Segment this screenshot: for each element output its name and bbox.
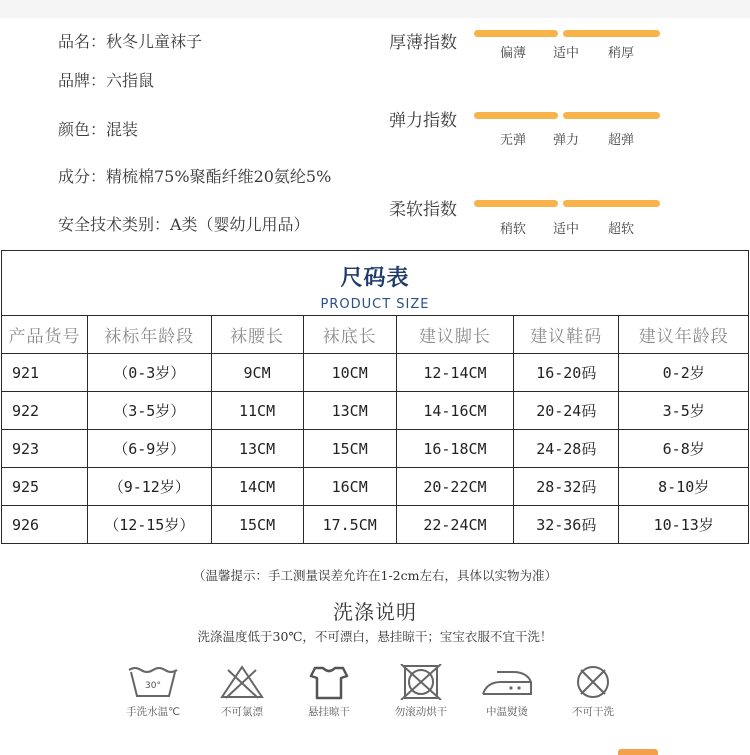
cell-cuff-length: 11CM — [211, 392, 303, 430]
cell-foot-length: 20-22CM — [396, 468, 513, 506]
iron-medium-icon — [477, 664, 537, 700]
table-row — [2, 354, 749, 392]
thickness-index-title: 厚薄指数 — [389, 33, 457, 53]
col-header-foot-length: 建议脚长 — [396, 316, 513, 354]
softness-index-title: 柔软指数 — [389, 200, 457, 220]
softness-label-1: 稍软 — [499, 222, 526, 237]
product-composition: 成分：精梳棉75%聚酯纤维20氨纶5% — [58, 167, 332, 186]
no-dry-clean-label: 不可干洗 — [572, 706, 614, 718]
table-row — [2, 468, 749, 506]
hand-wash-icon — [125, 664, 181, 700]
cell-cuff-length: 9CM — [211, 354, 303, 392]
cell-cuff-length: 14CM — [211, 468, 303, 506]
cell-sole-length: 15CM — [303, 430, 396, 468]
no-dry-clean-icon — [565, 664, 621, 700]
product-color: 颜色：混装 — [58, 120, 139, 139]
cell-suggested-age: 0-2岁 — [619, 354, 749, 392]
cell-item-no: 925 — [2, 468, 88, 506]
no-bleach-label: 不可氯漂 — [221, 706, 263, 718]
cell-label-age: （9-12岁） — [88, 468, 211, 506]
table-row — [2, 506, 749, 544]
cell-sole-length: 17.5CM — [303, 506, 396, 544]
table-row — [2, 430, 749, 468]
size-grid — [1, 315, 749, 544]
cell-sole-length: 13CM — [303, 392, 396, 430]
measurement-note: （温馨提示：手工测量误差允许在1-2cm左右，具体以实物为准） — [193, 568, 557, 583]
cell-shoe-size: 16-20码 — [514, 354, 619, 392]
col-header-cuff-length: 袜腰长 — [211, 316, 303, 354]
care-item-no-tumble-dry — [376, 664, 466, 719]
cell-foot-length: 14-16CM — [396, 392, 513, 430]
size-table-header — [1, 250, 749, 315]
product-safety: 安全技术类别：A类（婴幼儿用品） — [58, 215, 310, 234]
cell-cuff-length: 15CM — [211, 506, 303, 544]
elasticity-index-title: 弹力指数 — [389, 111, 457, 131]
size-table — [1, 250, 749, 544]
product-name: 品名：秋冬儿童袜子 — [58, 32, 203, 51]
temp-mark: 30° — [145, 681, 161, 691]
col-header-shoe-size: 建议鞋码 — [514, 316, 619, 354]
size-table-title: 尺码表 — [340, 266, 410, 291]
elasticity-label-1: 无弹 — [499, 133, 526, 148]
product-brand: 品牌：六指鼠 — [58, 71, 155, 90]
cell-foot-length: 16-18CM — [396, 430, 513, 468]
no-bleach-icon — [214, 664, 270, 700]
cell-item-no: 922 — [2, 392, 88, 430]
cell-shoe-size: 24-28码 — [514, 430, 619, 468]
thickness-index-bar — [474, 30, 660, 37]
thickness-label-3: 稍厚 — [607, 46, 634, 61]
hang-dry-icon — [301, 664, 357, 700]
cell-foot-length: 22-24CM — [396, 506, 513, 544]
softness-label-2: 适中 — [552, 222, 579, 237]
no-tumble-dry-icon — [393, 664, 449, 700]
cell-label-age: （12-15岁） — [88, 506, 211, 544]
cell-cuff-length: 13CM — [211, 430, 303, 468]
cell-label-age: （6-9岁） — [88, 430, 211, 468]
care-item-no-bleach — [197, 664, 287, 719]
hand-wash-label: 手洗水温℃ — [126, 706, 180, 718]
cell-item-no: 923 — [2, 430, 88, 468]
elasticity-label-2: 弹力 — [552, 133, 579, 148]
elasticity-label-3: 超弹 — [607, 133, 634, 148]
care-item-iron-medium — [462, 664, 552, 719]
cell-sole-length: 10CM — [303, 354, 396, 392]
col-header-label-age: 袜标年龄段 — [88, 316, 211, 354]
thickness-label-1: 偏薄 — [499, 46, 526, 61]
cell-shoe-size: 28-32码 — [514, 468, 619, 506]
decorative-brush-mark — [618, 749, 658, 755]
cell-suggested-age: 8-10岁 — [619, 468, 749, 506]
col-header-sole-length: 袜底长 — [303, 316, 396, 354]
care-item-hand-wash — [108, 664, 198, 719]
elasticity-index-bar — [474, 112, 660, 119]
cell-label-age: （3-5岁） — [88, 392, 211, 430]
cell-foot-length: 12-14CM — [396, 354, 513, 392]
size-table-header-row — [2, 316, 749, 354]
washing-title: 洗涤说明 — [333, 600, 417, 624]
cell-item-no: 921 — [2, 354, 88, 392]
cell-shoe-size: 32-36码 — [514, 506, 619, 544]
cell-suggested-age: 6-8岁 — [619, 430, 749, 468]
washing-description: 洗涤温度低于30℃，不可漂白，悬挂晾干；宝宝衣服不宜干洗！ — [197, 629, 553, 644]
hang-dry-label: 悬挂晾干 — [308, 706, 350, 718]
care-item-no-dry-clean — [548, 664, 638, 719]
cell-item-no: 926 — [2, 506, 88, 544]
cell-sole-length: 16CM — [303, 468, 396, 506]
col-header-suggested-age: 建议年龄段 — [619, 316, 749, 354]
size-table-subtitle: PRODUCT SIZE — [320, 297, 430, 312]
cell-label-age: （0-3岁） — [88, 354, 211, 392]
no-tumble-dry-label: 勿滚动烘干 — [394, 706, 448, 718]
softness-label-3: 超软 — [607, 222, 634, 237]
top-strip — [0, 0, 750, 18]
iron-medium-label: 中温熨烫 — [486, 706, 528, 718]
cell-suggested-age: 3-5岁 — [619, 392, 749, 430]
thickness-label-2: 适中 — [552, 46, 579, 61]
care-item-hang-dry — [284, 664, 374, 719]
softness-index-bar — [474, 200, 660, 207]
cell-shoe-size: 20-24码 — [514, 392, 619, 430]
table-row — [2, 392, 749, 430]
cell-suggested-age: 10-13岁 — [619, 506, 749, 544]
col-header-item-no: 产品货号 — [2, 316, 88, 354]
